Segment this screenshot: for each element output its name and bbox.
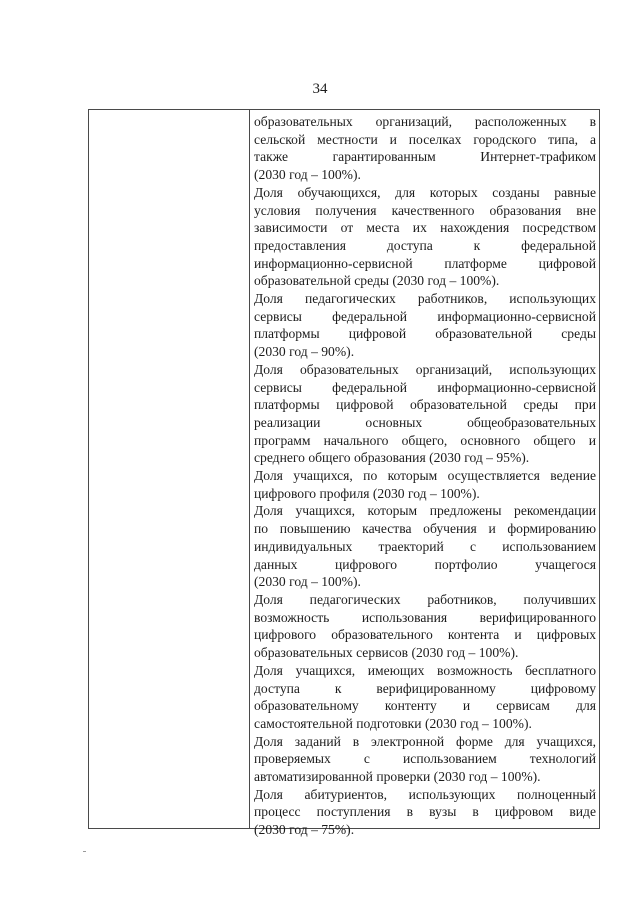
text-line: Доля образовательных организаций, использующих <box>254 361 596 377</box>
text-line: образовательных сервисов (2030 год – 100%). <box>254 645 519 661</box>
text-line: Доля учащихся, имеющих возможность бесплатного <box>254 662 596 678</box>
text-line: Доля педагогических работников, использующих <box>254 291 596 307</box>
text-line: процесс поступления в вузы в цифровом виде <box>254 804 596 820</box>
text-line: образовательной среды (2030 год – 100%). <box>254 273 500 289</box>
column-divider <box>249 110 250 828</box>
text-line: цифрового профиля (2030 год – 100%). <box>254 485 480 501</box>
text-line: (2030 год – 90%). <box>254 344 355 360</box>
text-line: сельской местности и поселках городского типа, а <box>254 131 596 147</box>
indicator-paragraph <box>254 786 596 839</box>
text-line: (2030 год – 100%). <box>254 167 361 183</box>
indicator-paragraph <box>254 733 596 786</box>
text-line: возможность использования верифицированного <box>254 609 596 625</box>
indicator-paragraph <box>254 502 596 591</box>
page-number: 34 <box>312 81 328 97</box>
indicators-text-cell <box>254 113 596 839</box>
text-line: автоматизированной проверки (2030 год – 100%). <box>254 769 541 785</box>
text-line: по повышению качества обучения и формированию <box>254 521 596 537</box>
text-line: Доля обучающихся, для которых созданы равные <box>254 184 596 200</box>
text-line: программ начального общего, основного общего и <box>254 432 596 448</box>
text-line: образовательному контенту и сервисам для <box>254 698 596 714</box>
text-line: условия получения качественного образования вне <box>254 202 596 218</box>
text-line: данных цифрового портфолио учащегося <box>254 556 596 572</box>
text-line: проверяемых с использованием технологий <box>254 751 596 767</box>
indicator-paragraph <box>254 290 596 361</box>
text-line: реализации основных общеобразовательных <box>254 414 596 430</box>
text-line: предоставления доступа к федеральной <box>254 237 596 253</box>
text-line: образовательных организаций, расположенных в <box>254 114 596 129</box>
text-line: Доля педагогических работников, получивших <box>254 591 596 607</box>
text-line: (2030 год – 75%). <box>254 822 355 838</box>
text-line: сервисы федеральной информационно-сервисной <box>254 308 596 324</box>
text-line: Доля учащихся, которым предложены рекомендации <box>254 503 596 519</box>
text-line: Доля абитуриентов, использующих полноценный <box>254 786 596 802</box>
empty-left-cell <box>89 110 249 828</box>
scan-artifact <box>83 851 86 852</box>
indicator-paragraph <box>254 662 596 733</box>
indicators-table <box>88 109 600 838</box>
text-line: самостоятельной подготовки (2030 год – 100%). <box>254 715 532 731</box>
text-line: среднего общего образования (2030 год – 95%). <box>254 450 530 466</box>
text-line: также гарантированным Интернет-трафиком <box>254 149 596 165</box>
text-line: платформы цифровой образовательной среды при <box>254 397 596 413</box>
indicator-paragraph <box>254 467 596 502</box>
text-line: информационно-сервисной платформе цифровой <box>254 255 596 271</box>
text-line: Доля учащихся, по которым осуществляется ведение <box>254 468 596 484</box>
text-line: Доля заданий в электронной форме для учащихся, <box>254 733 596 749</box>
text-line: (2030 год – 100%). <box>254 574 361 590</box>
text-line: сервисы федеральной информационно-сервисной <box>254 379 596 395</box>
text-line: платформы цифровой образовательной среды <box>254 326 596 342</box>
indicator-paragraph <box>254 184 596 290</box>
indicator-paragraph <box>254 591 596 662</box>
indicator-paragraph <box>254 361 596 467</box>
indicator-paragraph <box>254 113 596 184</box>
text-line: индивидуальных траекторий с использованием <box>254 538 596 554</box>
text-line: доступа к верифицированному цифровому <box>254 680 596 696</box>
text-line: зависимости от места их нахождения посредством <box>254 220 596 236</box>
text-line: цифрового образовательного контента и цифровых <box>254 627 596 643</box>
